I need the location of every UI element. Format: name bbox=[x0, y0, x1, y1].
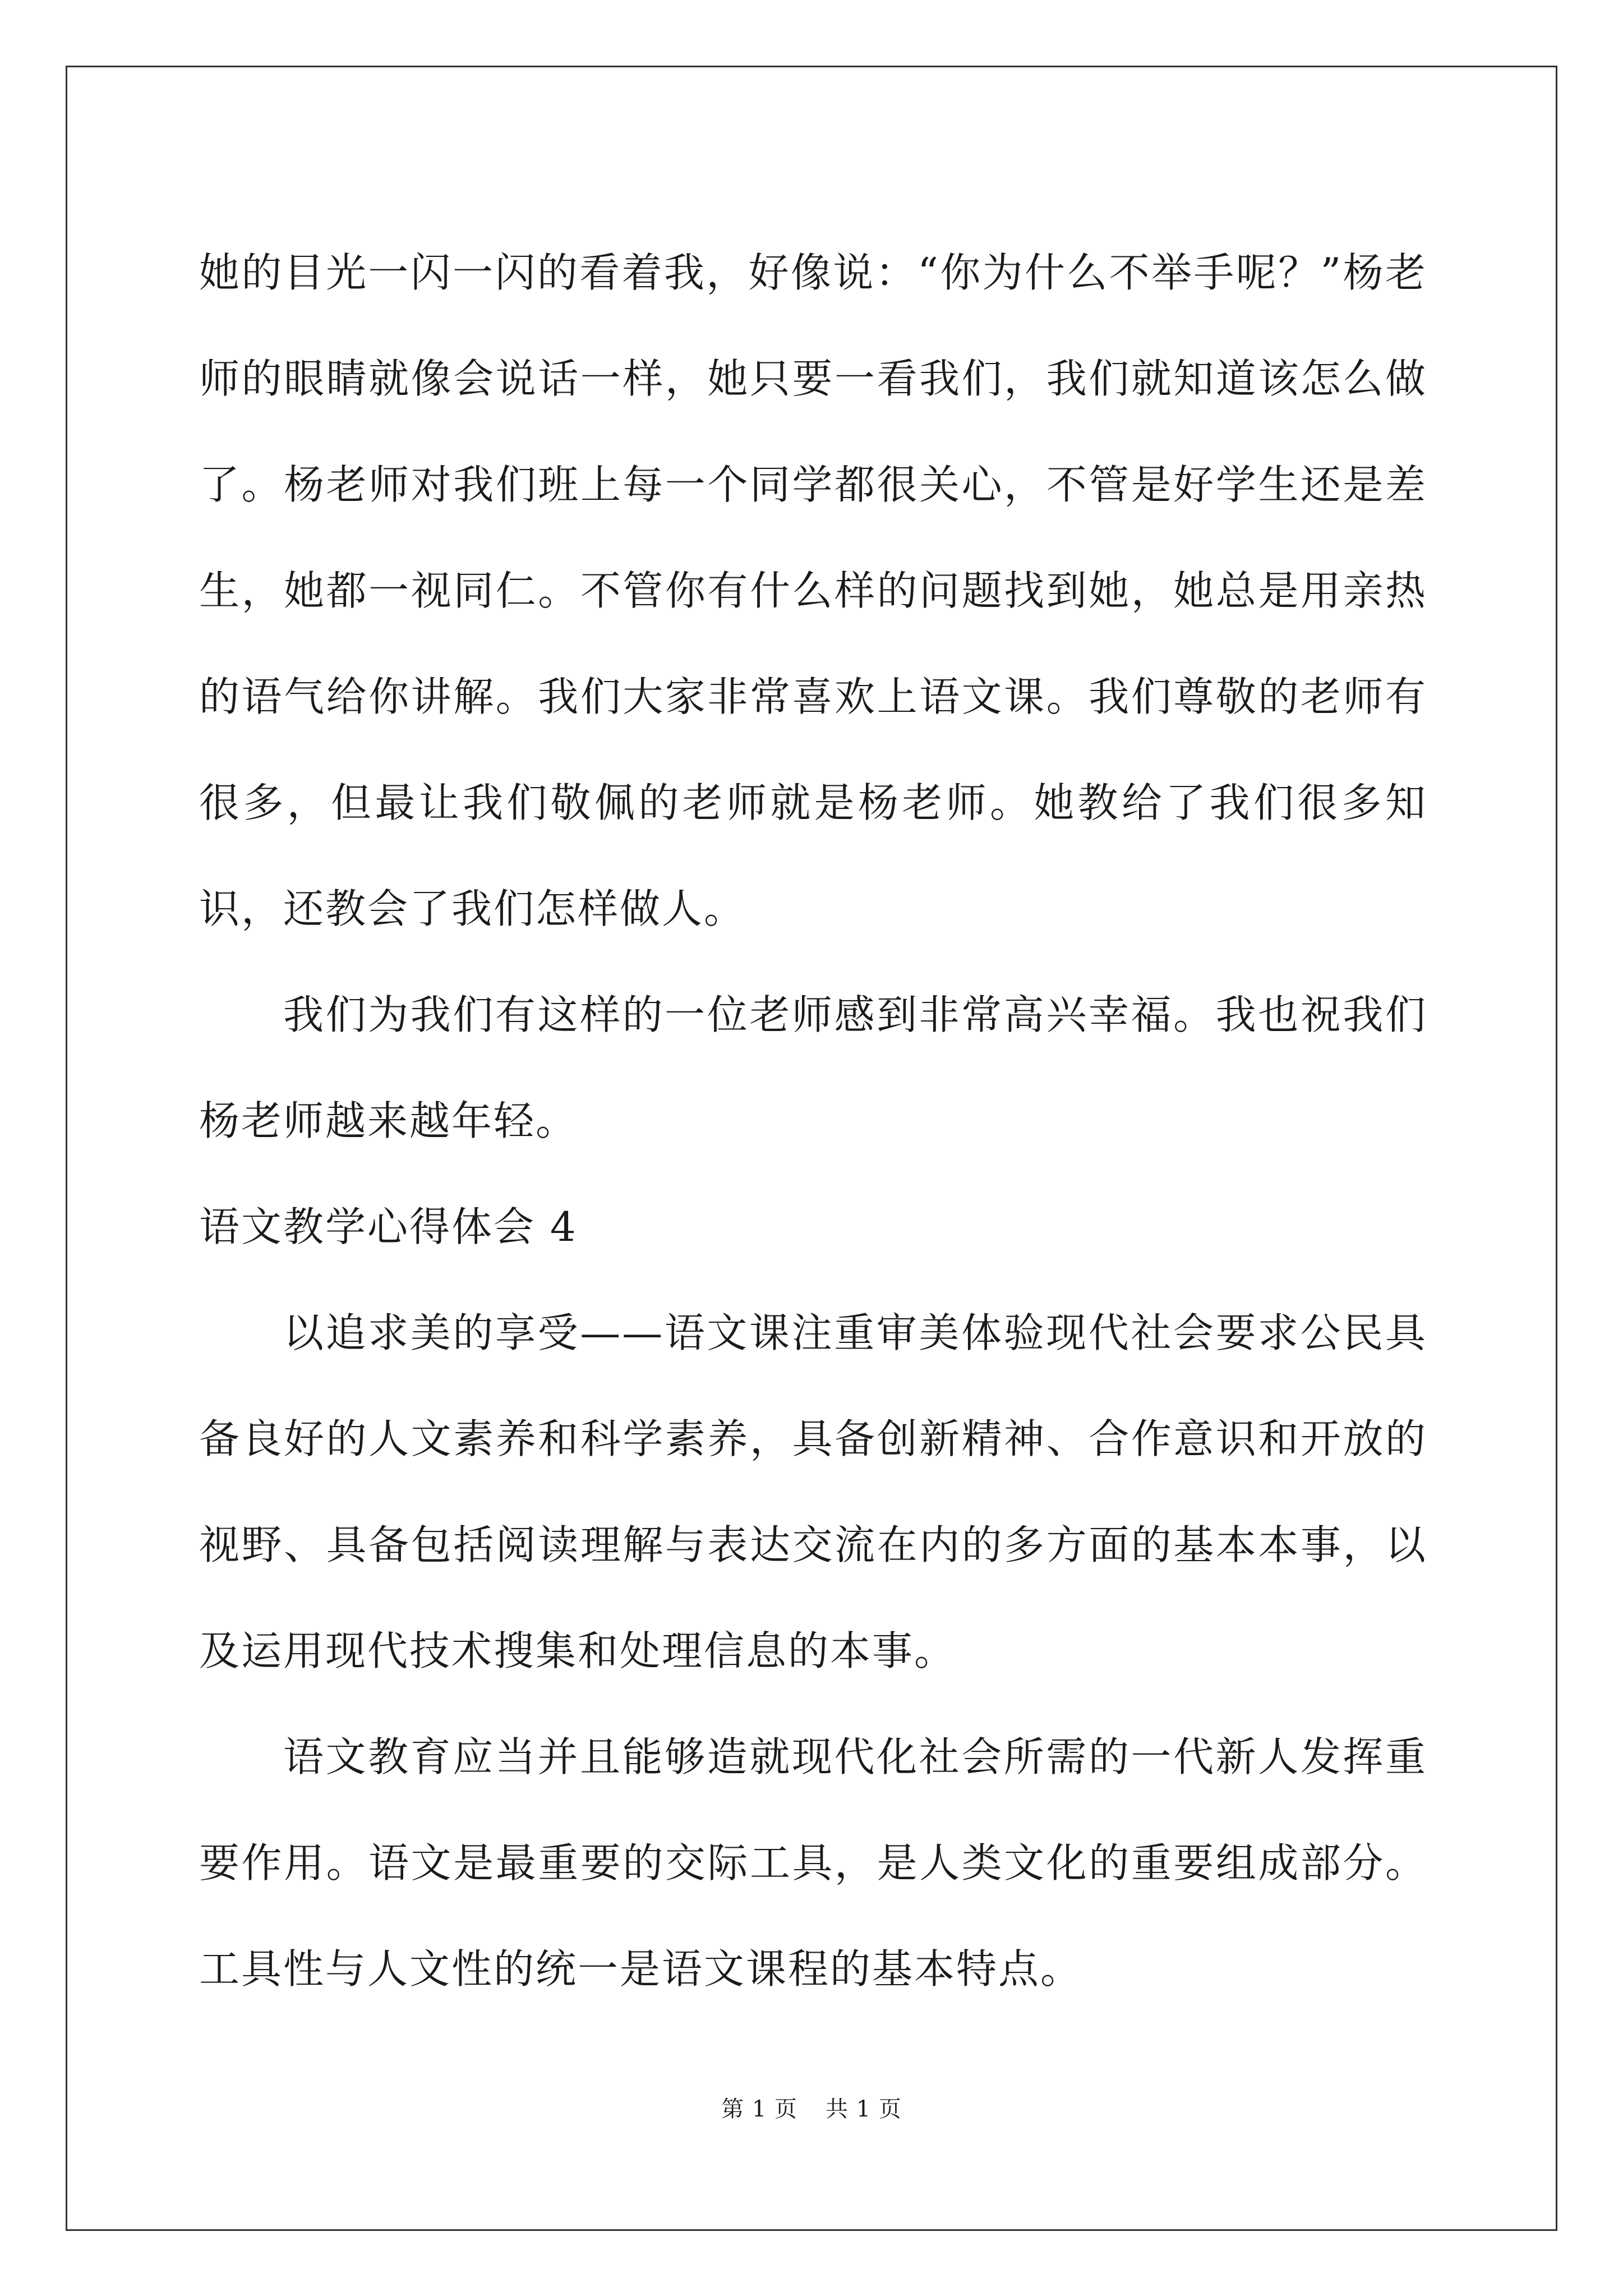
section-heading: 语文教学心得体会 4 bbox=[199, 1203, 578, 1250]
paragraph: 她的目光一闪一闪的看着我，好像说：“你为什么不举手呢？”杨老师的眼睛就像会说话一样，她只要一看我们，我们就知道该怎么做了。杨老师对我们班上每一个同学都很关心，不管是好学生还是差生，她都一视同仁。不管你有什么样的问题找到她，她总是用亲热的语气给你讲解。我们大家非常喜欢上语文课。我们尊敬的老师有很多，但最让我们敬佩的老师就是杨老师。她教给了我们很多知识，还教会了我们怎样做人。 bbox=[199, 249, 1427, 932]
paragraph: 以追求美的享受——语文课注重审美体验现代社会要求公民具备良好的人文素养和科学素养，具备创新精神、合作意识和开放的视野、具备包括阅读理解与表达交流在内的多方面的基本本事，以及运用现代技术搜集和处理信息的本事。 bbox=[199, 1309, 1427, 1674]
page-number: 第 1 页 bbox=[721, 2096, 797, 2122]
paragraph: 我们为我们有这样的一位老师感到非常高兴幸福。我也祝我们杨老师越来越年轻。 bbox=[199, 991, 1427, 1144]
document-body bbox=[199, 220, 1427, 2022]
total-pages: 共 1 页 bbox=[826, 2096, 902, 2122]
page-footer bbox=[0, 2092, 1623, 2126]
paragraph: 语文教育应当并且能够造就现代化社会所需的一代新人发挥重要作用。语文是最重要的交际工具，是人类文化的重要组成部分。工具性与人文性的统一是语文课程的基本特点。 bbox=[199, 1733, 1427, 1993]
